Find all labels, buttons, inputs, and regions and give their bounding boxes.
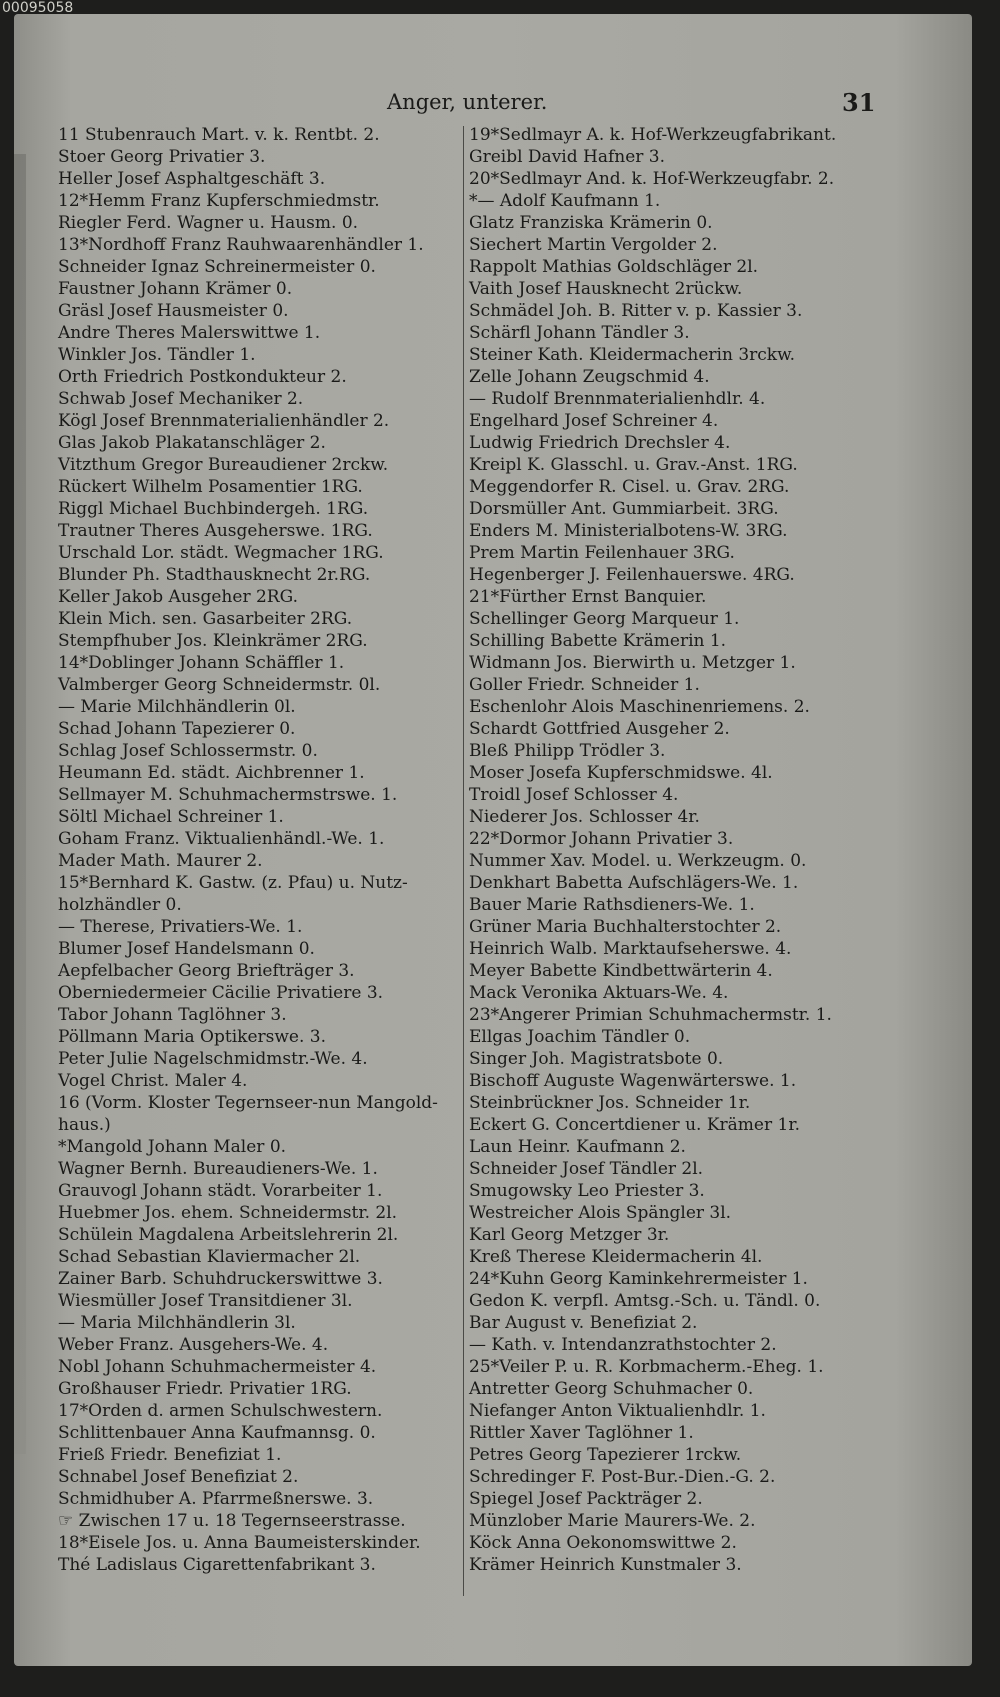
directory-entry: Orth Friedrich Postkondukteur 2. bbox=[58, 367, 347, 387]
directory-entry: — Therese, Privatiers-We. 1. bbox=[58, 917, 303, 937]
directory-entry: Vitzthum Gregor Bureaudiener 2rckw. bbox=[58, 455, 389, 475]
directory-entry: Riggl Michael Buchbindergeh. 1RG. bbox=[58, 499, 369, 519]
directory-entry: Eckert G. Concertdiener u. Krämer 1r. bbox=[469, 1115, 800, 1135]
directory-entry: Faustner Johann Krämer 0. bbox=[58, 279, 293, 299]
directory-entry: Widmann Jos. Bierwirth u. Metzger 1. bbox=[469, 653, 796, 673]
directory-entry: Goham Franz. Viktualienhändl.-We. 1. bbox=[58, 829, 385, 849]
directory-entry: Singer Joh. Magistratsbote 0. bbox=[469, 1049, 724, 1069]
left-column bbox=[58, 124, 448, 1576]
directory-entry: Münzlober Marie Maurers-We. 2. bbox=[469, 1511, 756, 1531]
directory-entry: 11 Stubenrauch Mart. v. k. Rentbt. 2. bbox=[58, 125, 380, 145]
directory-entry: 23*Angerer Primian Schuhmachermstr. 1. bbox=[469, 1005, 832, 1025]
directory-entry: Niefanger Anton Viktualienhdlr. 1. bbox=[469, 1401, 766, 1421]
directory-entry: 25*Veiler P. u. R. Korbmacherm.-Eheg. 1. bbox=[469, 1357, 824, 1377]
directory-entry: Klein Mich. sen. Gasarbeiter 2RG. bbox=[58, 609, 353, 629]
directory-entry: Schlag Josef Schlossermstr. 0. bbox=[58, 741, 318, 761]
directory-entry: Vaith Josef Hausknecht 2rückw. bbox=[469, 279, 743, 299]
directory-entry: Köck Anna Oekonomswittwe 2. bbox=[469, 1533, 737, 1553]
directory-entry: Andre Theres Malerswittwe 1. bbox=[58, 323, 321, 343]
directory-entry: Winkler Jos. Tändler 1. bbox=[58, 345, 256, 365]
directory-entry: — Kath. v. Intendanzrathstochter 2. bbox=[469, 1335, 777, 1355]
directory-entry: Blumer Josef Handelsmann 0. bbox=[58, 939, 315, 959]
directory-entry: Schmidhuber A. Pfarrmeßnerswe. 3. bbox=[58, 1489, 374, 1509]
directory-entry: Schad Johann Tapezierer 0. bbox=[58, 719, 296, 739]
directory-entry: Schwab Josef Mechaniker 2. bbox=[58, 389, 304, 409]
directory-entry: — Rudolf Brennmaterialienhdlr. 4. bbox=[469, 389, 766, 409]
directory-entry: Schad Sebastian Klaviermacher 2l. bbox=[58, 1247, 361, 1267]
directory-entry: Blunder Ph. Stadthausknecht 2r.RG. bbox=[58, 565, 371, 585]
directory-entry: *Mangold Johann Maler 0. bbox=[58, 1137, 287, 1157]
directory-entry: Glatz Franziska Krämerin 0. bbox=[469, 213, 713, 233]
directory-entry: Rittler Xaver Taglöhner 1. bbox=[469, 1423, 694, 1443]
directory-entry: 13*Nordhoff Franz Rauhwaarenhändler 1. bbox=[58, 235, 424, 255]
directory-entry: Rückert Wilhelm Posamentier 1RG. bbox=[58, 477, 363, 497]
page-number: 31 bbox=[842, 88, 876, 117]
directory-entry: Stoer Georg Privatier 3. bbox=[58, 147, 266, 167]
directory-entry: Urschald Lor. städt. Wegmacher 1RG. bbox=[58, 543, 384, 563]
directory-entry: Schnabel Josef Benefiziat 2. bbox=[58, 1467, 299, 1487]
directory-entry: 22*Dormor Johann Privatier 3. bbox=[469, 829, 734, 849]
directory-entry: 20*Sedlmayr And. k. Hof-Werkzeugfabr. 2. bbox=[469, 169, 835, 189]
directory-entry: Schmädel Joh. B. Ritter v. p. Kassier 3. bbox=[469, 301, 803, 321]
directory-entry: *— Adolf Kaufmann 1. bbox=[469, 191, 661, 211]
directory-entry: Schredinger F. Post-Bur.-Dien.-G. 2. bbox=[469, 1467, 776, 1487]
directory-entry: Aepfelbacher Georg Briefträger 3. bbox=[58, 961, 355, 981]
directory-entry: Riegler Ferd. Wagner u. Hausm. 0. bbox=[58, 213, 359, 233]
directory-entry: — Maria Milchhändlerin 3l. bbox=[58, 1313, 296, 1333]
directory-entry: 12*Hemm Franz Kupferschmiedmstr. bbox=[58, 191, 380, 211]
directory-entry: holzhändler 0. bbox=[58, 895, 182, 915]
directory-entry: 19*Sedlmayr A. k. Hof-Werkzeugfabrikant. bbox=[469, 125, 837, 145]
directory-entry: Oberniedermeier Cäcilie Privatiere 3. bbox=[58, 983, 384, 1003]
directory-entry: Wagner Bernh. Bureaudieners-We. 1. bbox=[58, 1159, 378, 1179]
directory-entry: Niederer Jos. Schlosser 4r. bbox=[469, 807, 700, 827]
directory-entry: Laun Heinr. Kaufmann 2. bbox=[469, 1137, 686, 1157]
directory-entry: 16 (Vorm. Kloster Tegernseer-nun Mangold- bbox=[58, 1093, 438, 1113]
directory-entry: Grüner Maria Buchhalterstochter 2. bbox=[469, 917, 782, 937]
directory-entry: Bauer Marie Rathsdieners-We. 1. bbox=[469, 895, 755, 915]
directory-entry: — Marie Milchhändlerin 0l. bbox=[58, 697, 296, 717]
directory-entry: Petres Georg Tapezierer 1rckw. bbox=[469, 1445, 742, 1465]
directory-entry: Stempfhuber Jos. Kleinkrämer 2RG. bbox=[58, 631, 368, 651]
directory-entry: Söltl Michael Schreiner 1. bbox=[58, 807, 284, 827]
directory-entry: Troidl Josef Schlosser 4. bbox=[469, 785, 679, 805]
directory-entry: Tabor Johann Taglöhner 3. bbox=[58, 1005, 287, 1025]
directory-entry: Schneider Josef Tändler 2l. bbox=[469, 1159, 704, 1179]
directory-entry: Huebmer Jos. ehem. Schneidermstr. 2l. bbox=[58, 1203, 398, 1223]
directory-entry: Spiegel Josef Packträger 2. bbox=[469, 1489, 703, 1509]
directory-entry: 17*Orden d. armen Schulschwestern. bbox=[58, 1401, 383, 1421]
directory-entry: 24*Kuhn Georg Kaminkehrermeister 1. bbox=[469, 1269, 808, 1289]
page-header: Anger, unterer. bbox=[387, 90, 548, 114]
directory-entry: Gräsl Josef Hausmeister 0. bbox=[58, 301, 289, 321]
directory-entry: Westreicher Alois Spängler 3l. bbox=[469, 1203, 732, 1223]
directory-entry: Valmberger Georg Schneidermstr. 0l. bbox=[58, 675, 381, 695]
directory-entry: Ludwig Friedrich Drechsler 4. bbox=[469, 433, 731, 453]
directory-entry: Schardt Gottfried Ausgeher 2. bbox=[469, 719, 730, 739]
directory-entry: Engelhard Josef Schreiner 4. bbox=[469, 411, 719, 431]
directory-entry: Schärfl Johann Tändler 3. bbox=[469, 323, 690, 343]
directory-entry: Heinrich Walb. Marktaufseherswe. 4. bbox=[469, 939, 792, 959]
directory-entry: Karl Georg Metzger 3r. bbox=[469, 1225, 670, 1245]
directory-entry: Bar August v. Benefiziat 2. bbox=[469, 1313, 698, 1333]
directory-entry: Schilling Babette Krämerin 1. bbox=[469, 631, 727, 651]
directory-entry: Zainer Barb. Schuhdruckerswittwe 3. bbox=[58, 1269, 383, 1289]
directory-entry: Steinbrückner Jos. Schneider 1r. bbox=[469, 1093, 751, 1113]
directory-entry: Keller Jakob Ausgeher 2RG. bbox=[58, 587, 298, 607]
directory-entry: Steiner Kath. Kleidermacherin 3rckw. bbox=[469, 345, 796, 365]
directory-entry: Thé Ladislaus Cigarettenfabrikant 3. bbox=[58, 1555, 376, 1575]
directory-entry: Kreipl K. Glasschl. u. Grav.-Anst. 1RG. bbox=[469, 455, 798, 475]
directory-entry: Bleß Philipp Trödler 3. bbox=[469, 741, 666, 761]
directory-entry: Pöllmann Maria Optikerswe. 3. bbox=[58, 1027, 326, 1047]
directory-entry: Kögl Josef Brennmaterialienhändler 2. bbox=[58, 411, 390, 431]
directory-entry: Peter Julie Nagelschmidmstr.-We. 4. bbox=[58, 1049, 368, 1069]
directory-entry: 14*Doblinger Johann Schäffler 1. bbox=[58, 653, 345, 673]
directory-entry: 21*Fürther Ernst Banquier. bbox=[469, 587, 707, 607]
directory-entry: Kreß Therese Kleidermacherin 4l. bbox=[469, 1247, 763, 1267]
directory-entry: Dorsmüller Ant. Gummiarbeit. 3RG. bbox=[469, 499, 779, 519]
directory-entry: Greibl David Hafner 3. bbox=[469, 147, 666, 167]
directory-entry: Siechert Martin Vergolder 2. bbox=[469, 235, 718, 255]
directory-entry: Weber Franz. Ausgehers-We. 4. bbox=[58, 1335, 329, 1355]
directory-entry: Denkhart Babetta Aufschlägers-We. 1. bbox=[469, 873, 799, 893]
directory-page bbox=[14, 14, 972, 1666]
directory-entry: Heller Josef Asphaltgeschäft 3. bbox=[58, 169, 326, 189]
directory-entry: 15*Bernhard K. Gastw. (z. Pfau) u. Nutz- bbox=[58, 873, 408, 893]
directory-entry: Enders M. Ministerialbotens-W. 3RG. bbox=[469, 521, 788, 541]
directory-entry: Mack Veronika Aktuars-We. 4. bbox=[469, 983, 729, 1003]
directory-entry: Rappolt Mathias Goldschläger 2l. bbox=[469, 257, 759, 277]
directory-entry: Zelle Johann Zeugschmid 4. bbox=[469, 367, 710, 387]
directory-entry: Wiesmüller Josef Transitdiener 3l. bbox=[58, 1291, 353, 1311]
directory-entry: Schülein Magdalena Arbeitslehrerin 2l. bbox=[58, 1225, 399, 1245]
directory-entry: Schlittenbauer Anna Kaufmannsg. 0. bbox=[58, 1423, 376, 1443]
directory-entry: Meggendorfer R. Cisel. u. Grav. 2RG. bbox=[469, 477, 790, 497]
directory-entry: Ellgas Joachim Tändler 0. bbox=[469, 1027, 691, 1047]
directory-entry: Schellinger Georg Marqueur 1. bbox=[469, 609, 740, 629]
directory-entry: Bischoff Auguste Wagenwärterswe. 1. bbox=[469, 1071, 797, 1091]
directory-entry: Eschenlohr Alois Maschinenriemens. 2. bbox=[469, 697, 810, 717]
directory-entry: ☞ Zwischen 17 u. 18 Tegernseerstrasse. bbox=[58, 1511, 406, 1531]
directory-entry: haus.) bbox=[58, 1115, 111, 1135]
directory-entry: Goller Friedr. Schneider 1. bbox=[469, 675, 700, 695]
directory-entry: Krämer Heinrich Kunstmaler 3. bbox=[469, 1555, 742, 1575]
directory-entry: Heumann Ed. städt. Aichbrenner 1. bbox=[58, 763, 365, 783]
directory-entry: Nummer Xav. Model. u. Werkzeugm. 0. bbox=[469, 851, 807, 871]
directory-entry: Smugowsky Leo Priester 3. bbox=[469, 1181, 705, 1201]
directory-entry: Hegenberger J. Feilenhauerswe. 4RG. bbox=[469, 565, 795, 585]
directory-entry: Prem Martin Feilenhauer 3RG. bbox=[469, 543, 735, 563]
directory-entry: Sellmayer M. Schuhmachermstrswe. 1. bbox=[58, 785, 398, 805]
directory-entry: Mader Math. Maurer 2. bbox=[58, 851, 263, 871]
directory-entry: Gedon K. verpfl. Amtsg.-Sch. u. Tändl. 0. bbox=[469, 1291, 821, 1311]
directory-entry: Moser Josefa Kupferschmidswe. 4l. bbox=[469, 763, 773, 783]
directory-entry: Trautner Theres Ausgeherswe. 1RG. bbox=[58, 521, 373, 541]
column-divider bbox=[463, 126, 464, 1596]
directory-entry: Vogel Christ. Maler 4. bbox=[58, 1071, 248, 1091]
directory-entry: Meyer Babette Kindbettwärterin 4. bbox=[469, 961, 773, 981]
directory-entry: Antretter Georg Schuhmacher 0. bbox=[469, 1379, 754, 1399]
directory-entry: Grauvogl Johann städt. Vorarbeiter 1. bbox=[58, 1181, 383, 1201]
right-column bbox=[469, 124, 889, 1576]
directory-entry: Frieß Friedr. Benefiziat 1. bbox=[58, 1445, 282, 1465]
directory-entry: Glas Jakob Plakatanschläger 2. bbox=[58, 433, 326, 453]
page-edge-shadow bbox=[14, 154, 26, 1454]
scan-id-strip: 00095058 bbox=[2, 0, 74, 16]
directory-entry: 18*Eisele Jos. u. Anna Baumeisterskinder. bbox=[58, 1533, 421, 1553]
directory-entry: Nobl Johann Schuhmachermeister 4. bbox=[58, 1357, 377, 1377]
directory-entry: Großhauser Friedr. Privatier 1RG. bbox=[58, 1379, 352, 1399]
directory-entry: Schneider Ignaz Schreinermeister 0. bbox=[58, 257, 376, 277]
